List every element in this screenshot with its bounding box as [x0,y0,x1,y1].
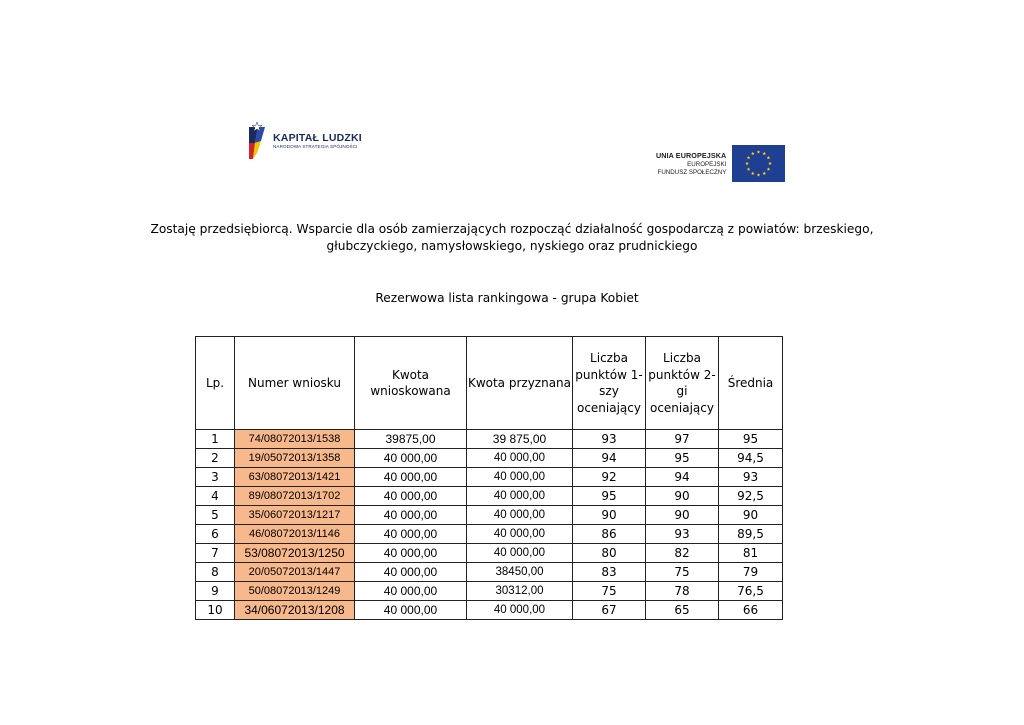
cell-punkty-2: 65 [646,601,719,620]
cell-punkty-1: 80 [573,544,646,563]
cell-kwota-przyznana: 30312,00 [467,582,573,601]
cell-punkty-1: 95 [573,487,646,506]
document-subtitle: Rezerwowa lista rankingowa - grupa Kobiet [375,291,639,305]
cell-lp: 9 [196,582,235,601]
cell-kwota-przyznana: 40 000,00 [467,449,573,468]
cell-punkty-1: 67 [573,601,646,620]
cell-numer-wniosku: 19/05072013/1358 [235,449,355,468]
cell-numer-wniosku: 53/08072013/1250 [235,544,355,563]
cell-srednia: 93 [719,468,783,487]
table-row [196,544,783,563]
table-row [196,601,783,620]
header-srednia: Średnia [719,337,783,430]
cell-numer-wniosku: 35/06072013/1217 [235,506,355,525]
cell-kwota-wnioskowana: 40 000,00 [355,506,467,525]
table-row [196,487,783,506]
kapital-ludzki-emblem-icon [247,121,267,161]
header-kwota-wnioskowana: Kwota wnioskowana [355,337,467,430]
header-numer-wniosku: Numer wniosku [235,337,355,430]
cell-kwota-wnioskowana: 39875,00 [355,430,467,449]
cell-numer-wniosku: 63/08072013/1421 [235,468,355,487]
cell-kwota-wnioskowana: 40 000,00 [355,449,467,468]
cell-punkty-2: 90 [646,506,719,525]
table-row [196,582,783,601]
cell-lp: 2 [196,449,235,468]
cell-punkty-2: 90 [646,487,719,506]
table-row [196,563,783,582]
cell-punkty-2: 78 [646,582,719,601]
kapital-ludzki-subtitle: NARODOWA STRATEGIA SPÓJNOŚCI [273,143,358,149]
cell-punkty-2: 94 [646,468,719,487]
ranking-table [195,336,783,620]
cell-srednia: 95 [719,430,783,449]
cell-lp: 5 [196,506,235,525]
cell-lp: 1 [196,430,235,449]
cell-srednia: 79 [719,563,783,582]
cell-punkty-2: 93 [646,525,719,544]
header-lp: Lp. [196,337,235,430]
cell-lp: 8 [196,563,235,582]
eu-logo [656,145,785,182]
cell-numer-wniosku: 34/06072013/1208 [235,601,355,620]
table-row [196,449,783,468]
cell-srednia: 92,5 [719,487,783,506]
cell-punkty-1: 94 [573,449,646,468]
cell-kwota-wnioskowana: 40 000,00 [355,544,467,563]
cell-kwota-wnioskowana: 40 000,00 [355,487,467,506]
cell-kwota-wnioskowana: 40 000,00 [355,582,467,601]
cell-lp: 3 [196,468,235,487]
cell-kwota-przyznana: 40 000,00 [467,487,573,506]
cell-punkty-1: 92 [573,468,646,487]
cell-srednia: 66 [719,601,783,620]
eu-flag-icon [732,145,785,182]
cell-punkty-2: 95 [646,449,719,468]
cell-kwota-przyznana: 40 000,00 [467,525,573,544]
cell-lp: 10 [196,601,235,620]
cell-punkty-1: 83 [573,563,646,582]
cell-punkty-2: 75 [646,563,719,582]
cell-kwota-przyznana: 40 000,00 [467,601,573,620]
cell-kwota-wnioskowana: 40 000,00 [355,525,467,544]
kapital-ludzki-title: KAPITAŁ LUDZKI [273,131,362,144]
header-punkty-2: Liczba punktów 2-gi oceniający [646,337,719,430]
cell-srednia: 76,5 [719,582,783,601]
cell-kwota-przyznana: 38450,00 [467,563,573,582]
cell-kwota-przyznana: 39 875,00 [467,430,573,449]
cell-punkty-1: 86 [573,525,646,544]
cell-srednia: 94,5 [719,449,783,468]
cell-kwota-przyznana: 40 000,00 [467,468,573,487]
cell-numer-wniosku: 74/08072013/1538 [235,430,355,449]
cell-numer-wniosku: 46/08072013/1146 [235,525,355,544]
cell-punkty-1: 93 [573,430,646,449]
cell-numer-wniosku: 20/05072013/1447 [235,563,355,582]
table-row [196,468,783,487]
cell-lp: 6 [196,525,235,544]
cell-srednia: 89,5 [719,525,783,544]
eu-logo-title: UNIA EUROPEJSKA [656,150,727,160]
cell-kwota-wnioskowana: 40 000,00 [355,563,467,582]
cell-numer-wniosku: 50/08072013/1249 [235,582,355,601]
eu-logo-line3: FUNDUSZ SPOŁECZNY [657,168,727,176]
eu-logo-line2: EUROPEJSKI [687,160,727,168]
cell-lp: 4 [196,487,235,506]
kapital-ludzki-logo [247,121,362,161]
header-punkty-1: Liczba punktów 1-szy oceniający [573,337,646,430]
cell-punkty-1: 90 [573,506,646,525]
cell-numer-wniosku: 89/08072013/1702 [235,487,355,506]
cell-kwota-wnioskowana: 40 000,00 [355,468,467,487]
table-header-row [196,337,783,430]
cell-srednia: 90 [719,506,783,525]
cell-punkty-1: 75 [573,582,646,601]
cell-kwota-przyznana: 40 000,00 [467,544,573,563]
document-headline: Zostaję przedsiębiorcą. Wsparcie dla osób zamierzających rozpocząć działalność gospodarczą z powiatów: brzeskiego, głubczyckiego, namysłowskiego, nyskiego oraz prudnickiego [150,222,874,253]
cell-punkty-2: 97 [646,430,719,449]
cell-kwota-wnioskowana: 40 000,00 [355,601,467,620]
cell-punkty-2: 82 [646,544,719,563]
cell-srednia: 81 [719,544,783,563]
table-row [196,430,783,449]
table-row [196,506,783,525]
cell-kwota-przyznana: 40 000,00 [467,506,573,525]
table-row [196,525,783,544]
header-kwota-przyznana: Kwota przyznana [467,337,573,430]
cell-lp: 7 [196,544,235,563]
